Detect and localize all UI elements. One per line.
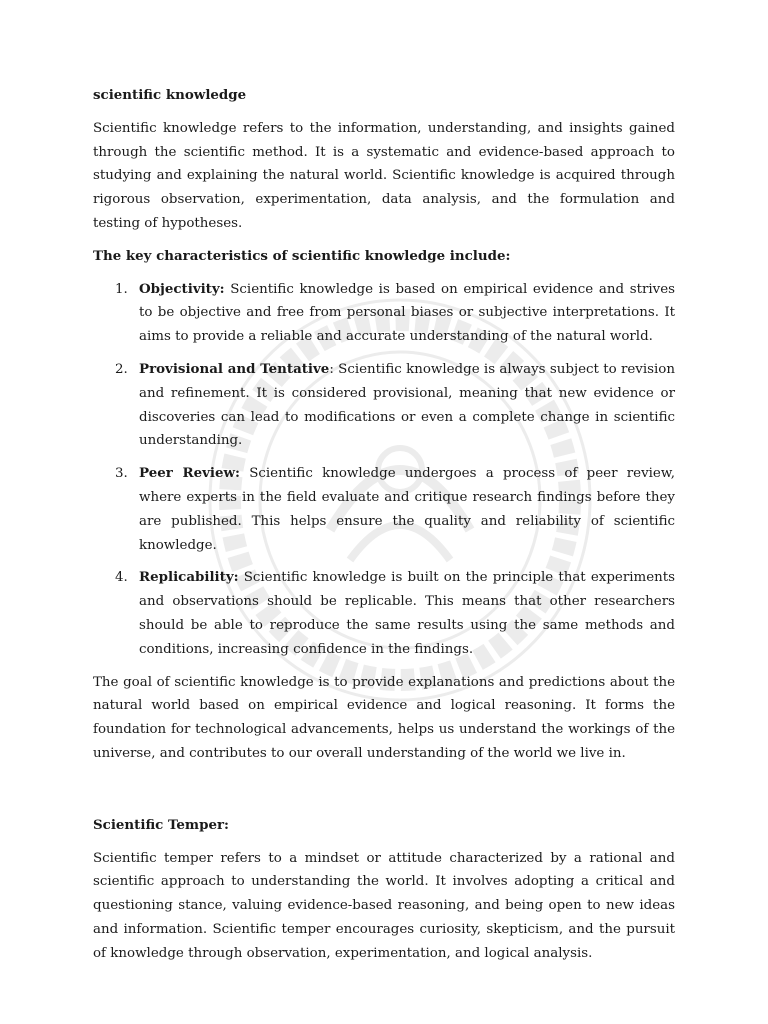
list-item-provisional [93, 358, 675, 453]
scientific-temper-paragraph: Scientific temper refers to a mindset or attitude characterized by a rational and scientific approach to understanding the world. It involves adopting a critical and questioning stance, valuing evidence-based reasoning, and being open to new ideas and information. Scientific temper encourages curiosity, skepticism, and the pursuit of knowledge through observation, experimentation, and logical analysis. [93, 850, 675, 961]
list-term: Provisional and Tentative [139, 360, 330, 377]
section-title-scientific-knowledge: scientific knowledge [93, 87, 247, 103]
characteristics-heading: The key characteristics of scientific knowledge include: [93, 247, 511, 264]
list-item-objectivity [93, 278, 675, 349]
list-text: Scientific knowledge is based on empirical evidence and strives to be objective and free from personal biases or subjective interpretations. It aims to provide a reliable and accurate understanding of the natural world. [139, 281, 675, 345]
conclusion-paragraph: The goal of scientific knowledge is to provide explanations and predictions about the natural world based on empirical evidence and logical reasoning. It forms the foundation for technological advancements, helps us understand the workings of the universe, and contributes to our overall understanding of the world we live in. [93, 674, 675, 761]
document-page [93, 84, 675, 966]
list-term: Peer Review: [139, 465, 240, 482]
intro-paragraph: Scientific knowledge refers to the information, understanding, and insights gained through the scientific method. It is a systematic and evidence-based approach to studying and explaining the natural world. Scientific knowledge is acquired through rigorous observation, experimentation, data analysis, and the formulation and testing of hypotheses. [93, 120, 675, 231]
list-term: Replicability: [139, 569, 239, 586]
list-term: Objectivity: [139, 280, 225, 297]
list-number: 3. [115, 466, 128, 482]
list-text: Scientific knowledge is built on the principle that experiments and observations should be replicable. This means that other researchers should be able to reproduce the same results using the same methods and conditions, increasing confidence in the findings. [139, 570, 675, 657]
list-item-replicability [93, 566, 675, 661]
list-number: 2. [115, 361, 128, 377]
list-item-peer-review [93, 462, 675, 557]
list-text: : Scientific knowledge is always subject to revision and refinement. It is considered provisional, meaning that new evidence or discoveries can lead to modifications or even a complete change in scientific understanding. [139, 361, 675, 449]
list-number: 4. [115, 570, 128, 586]
section-title-scientific-temper: Scientific Temper: [93, 816, 229, 833]
list-number: 1. [115, 281, 128, 297]
list-text: Scientific knowledge undergoes a process of peer review, where experts in the field evaluate and critique research findings before they are published. This helps ensure the quality and reliability of scientific knowledge. [139, 466, 675, 553]
characteristics-list [93, 278, 675, 662]
